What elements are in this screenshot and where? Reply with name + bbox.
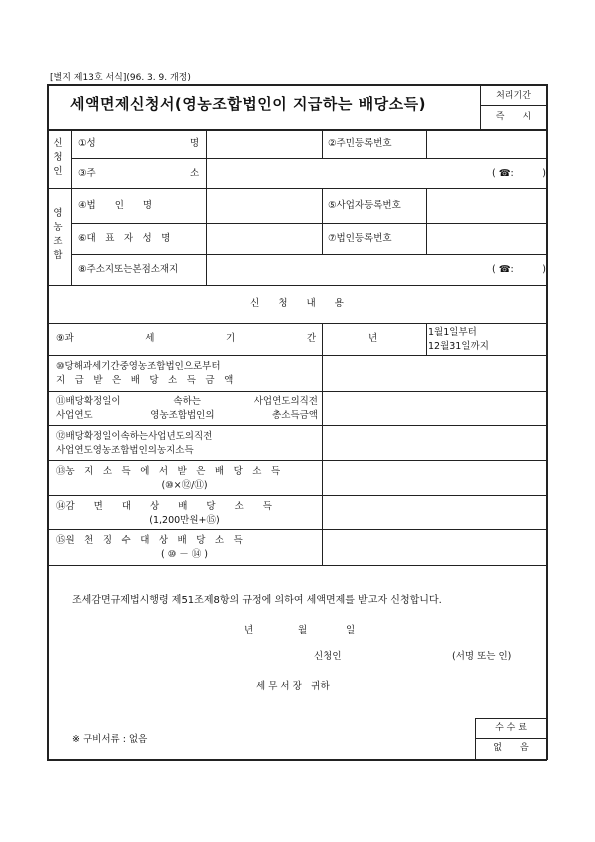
applicant-name-field[interactable] (207, 130, 321, 157)
applicant-group-label: 신청인 (53, 138, 63, 177)
applicant-phone: ( ☎: ) (492, 168, 546, 179)
farmland-dividend-label: ⑬농 지 소 득 에 서 받 은 배 당 소 득 (56, 466, 281, 477)
corp-name-field[interactable] (207, 189, 321, 222)
corp-phone: ( ☎: ) (492, 264, 546, 275)
application-statement: 조세감면규제법시행령 제51조제8항의 규정에 의하여 세액면제를 받고자 신청합니다. (72, 595, 442, 606)
farmland-income-label-1: ⑫배당확정일이속하는사업년도의직전 (56, 431, 213, 442)
fee-label: 수 수 료 (495, 723, 527, 733)
farmland-income-field[interactable] (323, 426, 545, 459)
processing-period-label: 처리기간 (496, 91, 531, 101)
tax-period-year: 년 (368, 333, 378, 344)
dividend-received-label-1: ⑩당해과세기간중영농조합법인으로부터 (56, 361, 221, 372)
content-header: 신 청 내 용 (250, 298, 344, 309)
form-title: 세액면제신청서(영농조합법인이 지급하는 배당소득) (70, 95, 426, 113)
tax-period-to: 12월31일까지 (428, 341, 489, 352)
applicant-rrn-label: ②주민등록번호 (328, 138, 392, 149)
applicant-address-label: ③주 (78, 168, 96, 179)
total-income-label-2: 사업연도 영농조합법인의 총소득금액 (56, 410, 318, 421)
withholding-dividend-field[interactable] (323, 530, 545, 564)
rep-name-field[interactable] (207, 224, 321, 253)
biz-reg-field[interactable] (427, 189, 545, 222)
addressee: 세 무 서 장 귀하 (256, 681, 330, 692)
rep-name-label: ⑥대 표 자 성 명 (78, 233, 171, 244)
fee-value: 없 음 (493, 743, 529, 753)
date-month: 월 (298, 625, 308, 636)
required-documents: ※ 구비서류 : 없음 (72, 734, 148, 745)
applicant-name-label: ①성 (78, 138, 96, 149)
corporation-group-label: 영농조합 (53, 208, 63, 261)
tax-period-from: 1월1일부터 (428, 327, 477, 338)
form-code: [별지 제13호 서식](96. 3. 9. 개정) (50, 73, 191, 83)
withholding-dividend-label: ⑮원 천 징 수 대 상 배 당 소 득 (56, 535, 243, 546)
exempt-dividend-field[interactable] (323, 496, 545, 528)
applicant-address-label-tail: 소 (190, 168, 200, 179)
total-income-label-1: ⑪배당확정일이 속하는 사업연도의직전 (56, 396, 318, 407)
date-year: 년 (244, 625, 254, 636)
exempt-dividend-label: ⑭감 면 대 상 배 당 소 득 (56, 501, 272, 512)
exempt-dividend-formula: (1,200만원+⑮) (149, 515, 220, 526)
farmland-dividend-formula: (⑩×⑫/⑪) (161, 480, 208, 491)
corp-name-label: ④법 인 명 (78, 200, 153, 211)
tax-period-label: ⑨과 세 기 간 (56, 333, 316, 344)
hq-address-label: ⑧주소지또는본점소재지 (78, 264, 179, 275)
biz-reg-label: ⑤사업자등록번호 (328, 200, 401, 211)
date-day: 일 (346, 625, 356, 636)
applicant-rrn-field[interactable] (427, 130, 545, 157)
corp-reg-field[interactable] (427, 224, 545, 253)
applicant-sign-label: 신청인 (314, 651, 342, 662)
farmland-income-label-2: 사업연도영농조합법인의농지소득 (56, 445, 194, 456)
applicant-name-label-tail: 명 (190, 138, 200, 149)
withholding-dividend-formula: ( ⑩ － ⑭ ) (160, 549, 208, 560)
corp-reg-label: ⑦법인등록번호 (328, 233, 392, 244)
sign-or-seal: (서명 또는 인) (452, 651, 512, 662)
dividend-received-label-2: 지 급 받 은 배 당 소 득 금 액 (56, 375, 234, 386)
farmland-dividend-field[interactable] (323, 461, 545, 494)
total-income-field[interactable] (323, 392, 545, 424)
processing-period-value: 즉 시 (495, 112, 532, 122)
dividend-received-field[interactable] (323, 356, 545, 390)
